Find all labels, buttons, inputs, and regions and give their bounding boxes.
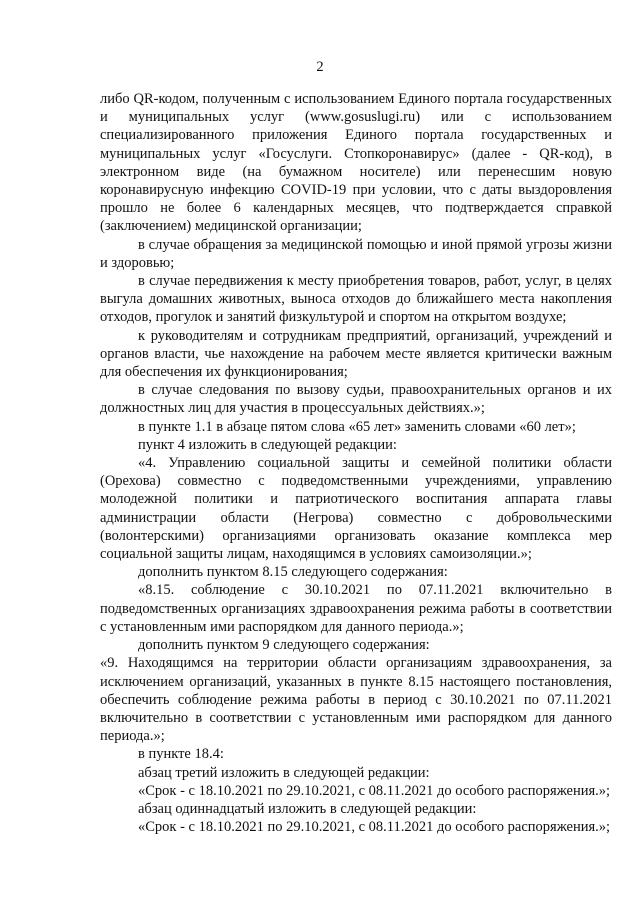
- paragraph: в пункте 18.4:: [138, 746, 224, 763]
- paragraph: «Срок - с 18.10.2021 по 29.10.2021, с 08.11.2021 до особого распоряжения.»;: [138, 819, 611, 836]
- paragraph: дополнить пунктом 9 следующего содержания:: [138, 637, 430, 654]
- paragraph: абзац одиннадцатый изложить в следующей редакции:: [138, 800, 477, 817]
- paragraph: к руководителям и сотрудникам предприятий, организаций, учреждений и органов власти, чье нахождение на рабочем месте является критически важным для обеспечения их функционирования;: [100, 327, 612, 381]
- paragraph: «4. Управлению социальной защиты и семейной политики области (Орехова) совместно с подведомственными учреждениями, управлению молодежной политики и патриотического воспитания аппарата главы администрации области (Негрова) совместно с добровольческими (волонтерскими) организациями организовать оказание комплекса мер социальной защиты лицам, находящимся в условиях самоизоляции.»;: [100, 455, 612, 563]
- paragraph: либо QR-кодом, полученным с использованием Единого портала государственных и муниципальных услуг (www.gosuslugi.ru) или с использованием специализированного приложения Единого портала государственных и муниципальных услуг «Госуслуги. Стопкоронавирус» (далее - QR-код), в электронном виде (на бумажном носителе) или перенесшим новую коронавирусную инфекцию COVID-19 при условии, что с даты выздоровления прошло не более 6 календарных месяцев, что подтверждается справкой (заключением) медицинской организации;: [100, 91, 612, 235]
- paragraph: в случае передвижения к месту приобретения товаров, работ, услуг, в целях выгула домашних животных, выноса отходов до ближайшего места накопления отходов, прогулок и занятий физкультурой и спортом на открытом воздухе;: [100, 273, 612, 326]
- paragraph: в пункте 1.1 в абзаце пятом слова «65 лет» заменить словами «60 лет»;: [138, 418, 576, 435]
- paragraph: в случае обращения за медицинской помощью и иной прямой угрозы жизни и здоровью;: [100, 236, 612, 271]
- paragraph: абзац третий изложить в следующей редакции:: [138, 764, 430, 781]
- paragraph: «Срок - с 18.10.2021 по 29.10.2021, с 08.11.2021 до особого распоряжения.»;: [138, 782, 611, 799]
- paragraph: в случае следования по вызову судьи, правоохранительных органов и их должностных лиц для участия в процессуальных действиях.»;: [100, 382, 612, 417]
- page-number: 2: [316, 59, 324, 75]
- document-body: [100, 90, 612, 836]
- paragraph: дополнить пунктом 8.15 следующего содержания:: [138, 564, 448, 581]
- paragraph: «8.15. соблюдение с 30.10.2021 по 07.11.2021 включительно в подведомственных организациях здравоохранения режима работы в соответствии с установленным ими распорядком для данного периода.»;: [100, 582, 612, 635]
- paragraph: пункт 4 изложить в следующей редакции:: [138, 436, 397, 453]
- paragraph: «9. Находящимся на территории области организациям здравоохранения, за исключением организаций, указанных в пункте 8.15 настоящего постановления, обеспечить соблюдение режима работы в период с 30.10.2021 по 07.11.2021 включительно в соответствии с установленным ими распорядком для данного периода.»;: [100, 655, 612, 745]
